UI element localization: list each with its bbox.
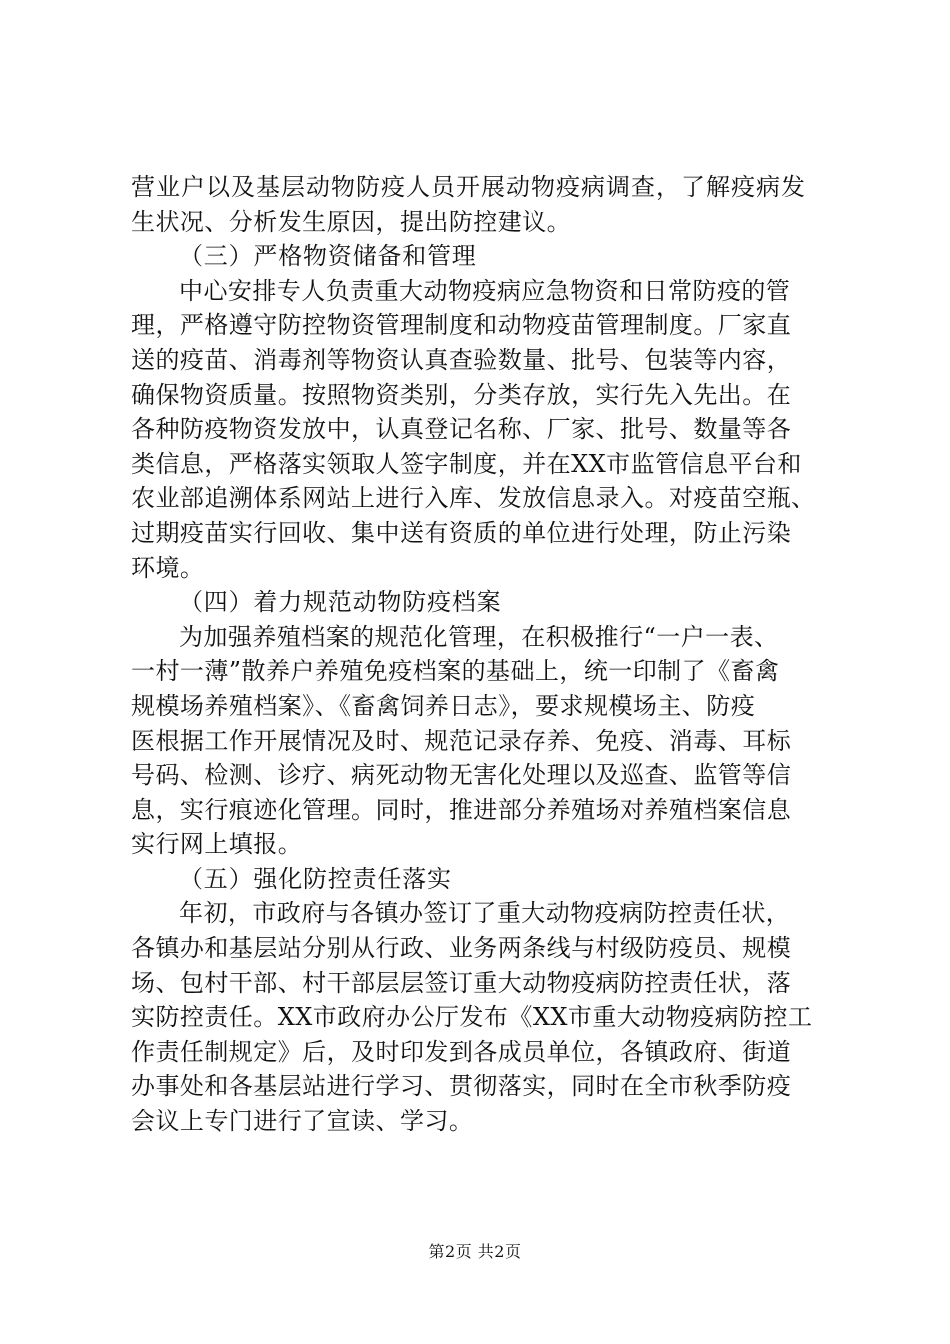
text-line: 号码、检测、诊疗、病死动物无害化处理以及巡查、监管等信	[131, 761, 792, 790]
text-line: 会议上专门进行了宣读、学习。	[131, 1107, 474, 1136]
paragraph-start: 年初，市政府与各镇办签订了重大动物疫病防控责任状，	[179, 899, 791, 928]
text-line: 理，严格遵守防控物资管理制度和动物疫苗管理制度。厂家直	[131, 311, 792, 340]
text-line: 营业户以及基层动物防疫人员开展动物疫病调查，了解疫病发	[131, 173, 806, 201]
text-line: 环境。	[131, 553, 205, 582]
text-line: 各镇办和基层站分别从行政、业务两条线与村级防疫员、规模	[131, 934, 792, 963]
text-line: 场、包村干部、村干部层层签订重大动物疫病防控责任状，落	[131, 968, 792, 997]
text-line: 类信息，严格落实领取人签字制度，并在XX市监管信息平台和	[131, 449, 802, 478]
document-body	[131, 170, 831, 1139]
section-heading-3: （三）严格物资储备和管理	[179, 242, 477, 271]
text-line: 医根据工作开展情况及时、规范记录存养、免疫、消毒、耳标	[131, 726, 792, 755]
paragraph-start: 中心安排专人负责重大动物疫病应急物资和日常防疫的管	[179, 276, 791, 305]
text-line: 办事处和各基层站进行学习、贯彻落实，同时在全市秋季防疫	[131, 1072, 792, 1101]
text-line: 各种防疫物资发放中，认真登记名称、厂家、批号、数量等各	[131, 415, 792, 444]
text-line: 实行网上填报。	[131, 830, 303, 859]
text-line: 息，实行痕迹化管理。同时，推进部分养殖场对养殖档案信息	[131, 795, 792, 824]
text-line: 过期疫苗实行回收、集中送有资质的单位进行处理，防止污染	[131, 518, 792, 547]
page-footer: 第2页 共2页	[428, 1242, 522, 1261]
paragraph-start: 为加强养殖档案的规范化管理，在积极推行“一户一表、	[179, 622, 779, 651]
text-line: 农业部追溯体系网站上进行入库、发放信息录入。对疫苗空瓶、	[131, 484, 816, 513]
text-line: 确保物资质量。按照物资类别，分类存放，实行先入先出。在	[131, 380, 792, 409]
text-line: 送的疫苗、消毒剂等物资认真查验数量、批号、包装等内容，	[131, 345, 792, 374]
section-heading-5: （五）强化防控责任落实	[179, 864, 452, 893]
text-line: 实防控责任。XX市政府办公厅发布《XX市重大动物疫病防控工	[131, 1003, 813, 1032]
text-line: 生状况、分析发生原因，提出防控建议。	[131, 207, 572, 236]
section-heading-4: （四）着力规范动物防疫档案	[179, 588, 502, 617]
text-line: 规模场养殖档案》、《畜禽饲养日志》，要求规模场主、防疫	[131, 691, 756, 720]
text-line: 作责任制规定》后，及时印发到各成员单位，各镇政府、街道	[131, 1037, 792, 1066]
text-line: 一村一薄”散养户养殖免疫档案的基础上，统一印制了《畜禽	[131, 657, 780, 686]
